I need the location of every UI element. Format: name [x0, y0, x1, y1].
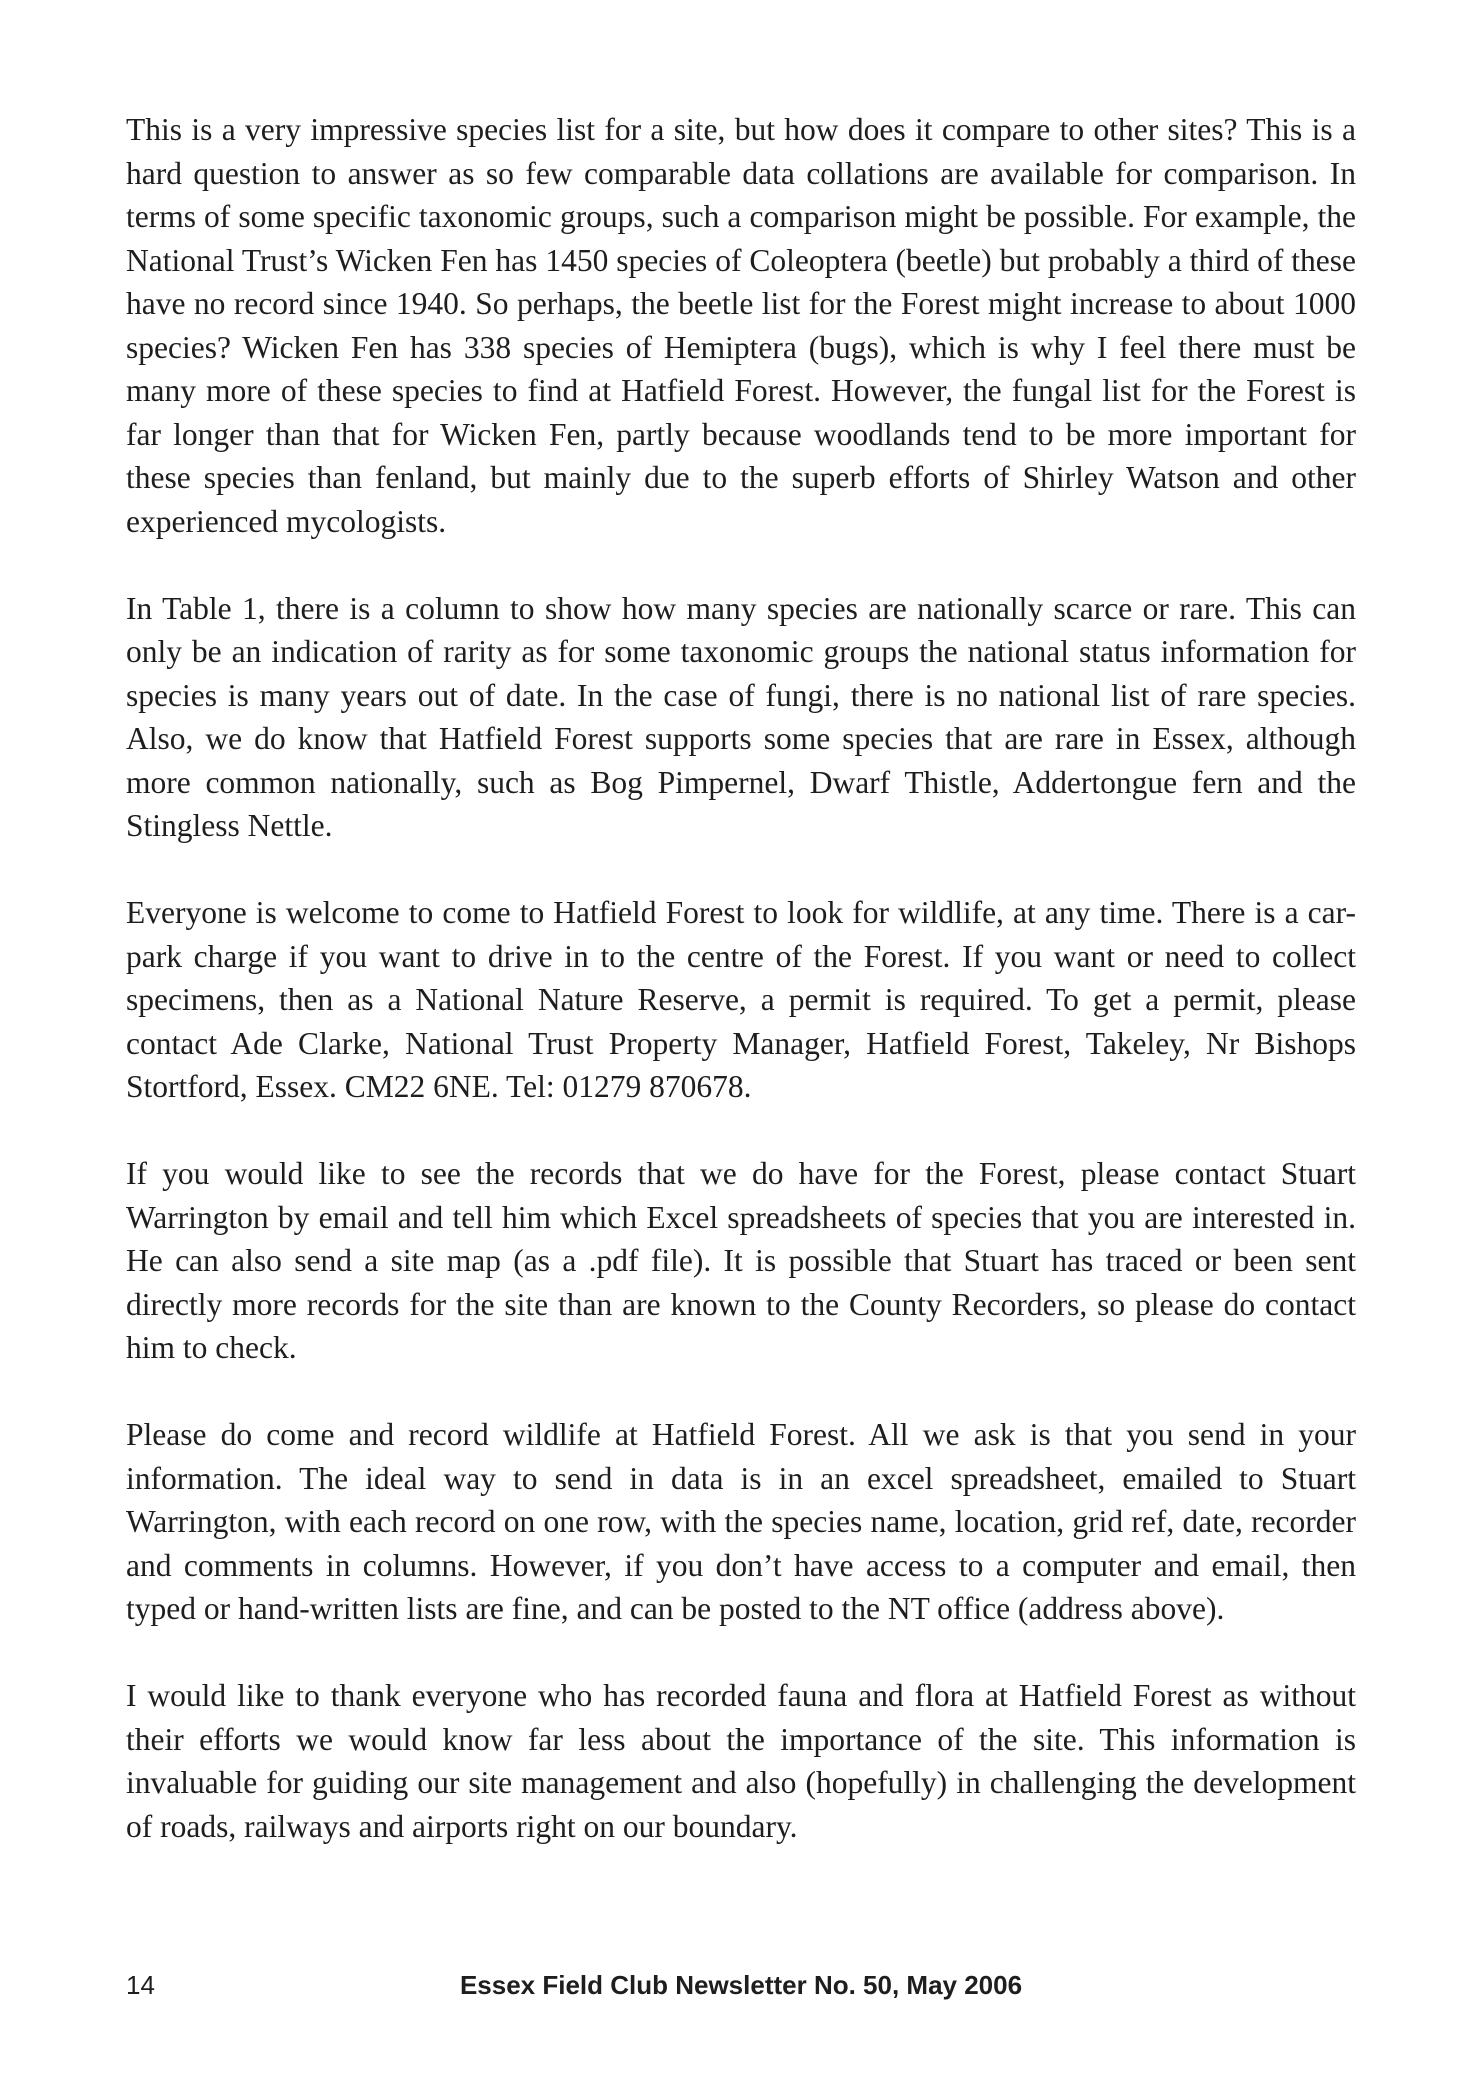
paragraph-rarity: In Table 1, there is a column to show how many species are nationally scarce or rare. This can only be an indication of rarity as for some taxonomic groups the national status information for species is many years out of date. In the case of fungi, there is no national list of rare species. Also, we do know that Hatfield Forest supports some species that are rare in Essex, although more common nationally, such as Bog Pimpernel, Dwarf Thistle, Addertongue fern and the Stingless Nettle.	[126, 590, 1356, 843]
publication-footer: Essex Field Club Newsletter No. 50, May 2006	[459, 1970, 1023, 2000]
paragraph-recording: Please do come and record wildlife at Hatfield Forest. All we ask is that you send in your information. The ideal way to send in data is in an excel spreadsheet, emailed to Stuart Warrington, with each record on one row, with the species name, location, grid ref, date, recorder and comments in columns. However, if you don’t have access to a computer and email, then typed or hand-written lists are fine, and can be posted to the NT office (address above).	[126, 1417, 1356, 1626]
paragraph-thanks: I would like to thank everyone who has recorded fauna and flora at Hatfield Forest as without their efforts we would know far less about the importance of the site. This information is invaluable for guiding our site management and also (hopefully) in challenging the development of roads, railways and airports right on our boundary.	[126, 1678, 1356, 1844]
page-number: 14	[126, 1970, 155, 2000]
paragraph-species-comparison: This is a very impressive species list for a site, but how does it compare to other sites? This is a hard question to answer as so few comparable data collations are available for comparison. In terms of some specific taxonomic groups, such a comparison might be possible. For example, the National Trust’s Wicken Fen has 1450 species of Coleoptera (beetle) but probably a third of these have no record since 1940. So perhaps, the beetle list for the Forest might increase to about 1000 species? Wicken Fen has 338 species of Hemiptera (bugs), which is why I feel there must be many more of these species to find at Hatfield Forest. However, the fungal list for the Forest is far longer than that for Wicken Fen, partly because woodlands tend to be more important for these species than fenland, but mainly due to the superb efforts of Shirley Watson and other experienced mycologists.	[126, 112, 1356, 539]
page-footer	[126, 1970, 1356, 2006]
article-body	[126, 108, 1356, 1892]
paragraph-visiting: Everyone is welcome to come to Hatfield Forest to look for wildlife, at any time. There is a car-park charge if you want to drive in to the centre of the Forest. If you want or need to collect specimens, then as a National Nature Reserve, a permit is required. To get a permit, please contact Ade Clarke, National Trust Property Manager, Hatfield Forest, Takeley, Nr Bishops Stortford, Essex. CM22 6NE. Tel: 01279 870678.	[126, 895, 1356, 1104]
paragraph-records: If you would like to see the records that we do have for the Forest, please contact Stuart Warrington by email and tell him which Excel spreadsheets of species that you are interested in. He can also send a site map (as a .pdf file). It is possible that Stuart has traced or been sent directly more records for the site than are known to the County Recorders, so please do contact him to check.	[126, 1156, 1356, 1365]
